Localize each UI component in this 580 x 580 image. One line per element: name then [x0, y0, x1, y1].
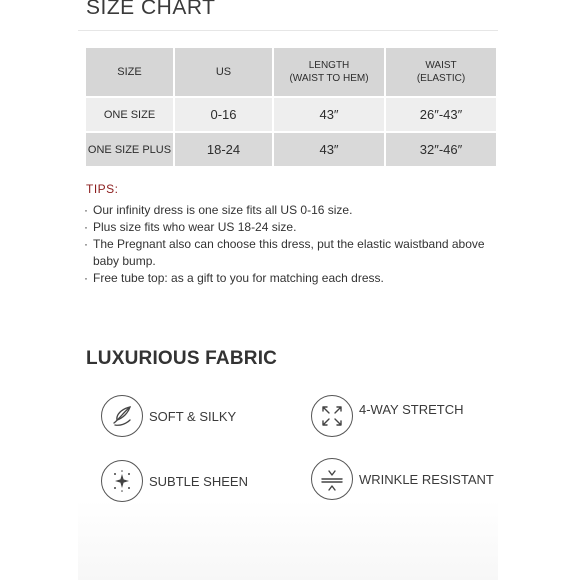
bullet: ·: [84, 220, 88, 234]
header-size-label: SIZE: [117, 66, 142, 78]
feature-label: 4-WAY STRETCH: [359, 401, 464, 417]
header-waist-sublabel: (ELASTIC): [416, 73, 466, 84]
feature-label: SUBTLE SHEEN: [149, 473, 248, 489]
list-item: [84, 270, 504, 287]
tips-list: [84, 202, 504, 287]
four-arrows-icon: [311, 395, 353, 437]
feather-icon: [101, 395, 143, 437]
cell-us: 18-24: [175, 133, 272, 166]
tip-text: The Pregnant also can choose this dress, put the elastic waistband above baby bump.: [93, 237, 485, 268]
tips-label: TIPS:: [86, 182, 119, 196]
cell-size: ONE SIZE: [86, 98, 173, 131]
sparkle-icon: [101, 460, 143, 502]
cell-size: ONE SIZE PLUS: [86, 133, 173, 166]
cell-waist: 32″-46″: [386, 133, 496, 166]
feature-wrinkle-resistant: [311, 458, 494, 500]
table-row: [86, 133, 496, 166]
smooth-fabric-icon: [311, 458, 353, 500]
header-length-label: LENGTH: [308, 60, 350, 71]
title-divider: [78, 30, 498, 31]
bullet: ·: [84, 203, 88, 217]
cell-us: 0-16: [175, 98, 272, 131]
fabric-section-title: LUXURIOUS FABRIC: [86, 348, 278, 369]
list-item: [84, 236, 504, 270]
feature-soft-silky: [101, 395, 236, 437]
feature-4-way-stretch: [311, 395, 464, 437]
list-item: [84, 202, 504, 219]
header-waist-label: WAIST: [425, 60, 457, 71]
bullet: ·: [84, 237, 88, 251]
header-us: [175, 48, 272, 96]
tip-text: Our infinity dress is one size fits all US 0-16 size.: [93, 203, 353, 217]
size-chart-table: [84, 46, 498, 168]
cell-length: 43″: [274, 133, 384, 166]
cell-waist: 26″-43″: [386, 98, 496, 131]
bullet: ·: [84, 271, 88, 285]
feature-label: SOFT & SILKY: [149, 408, 237, 424]
header-length-sublabel: (WAIST TO HEM): [289, 73, 369, 84]
feature-subtle-sheen: [101, 460, 248, 502]
tip-text: Free tube top: as a gift to you for matching each dress.: [93, 271, 384, 285]
cell-length: 43″: [274, 98, 384, 131]
feature-label: WRINKLE RESISTANT: [359, 471, 494, 487]
tip-text: Plus size fits who wear US 18-24 size.: [93, 220, 297, 234]
header-size: [86, 48, 173, 96]
header-waist: [386, 48, 496, 96]
header-length: [274, 48, 384, 96]
table-header-row: [86, 48, 496, 96]
size-chart-title: SIZE CHART: [86, 0, 216, 19]
table-row: [86, 98, 496, 131]
header-us-label: US: [215, 66, 232, 78]
list-item: [84, 219, 504, 236]
